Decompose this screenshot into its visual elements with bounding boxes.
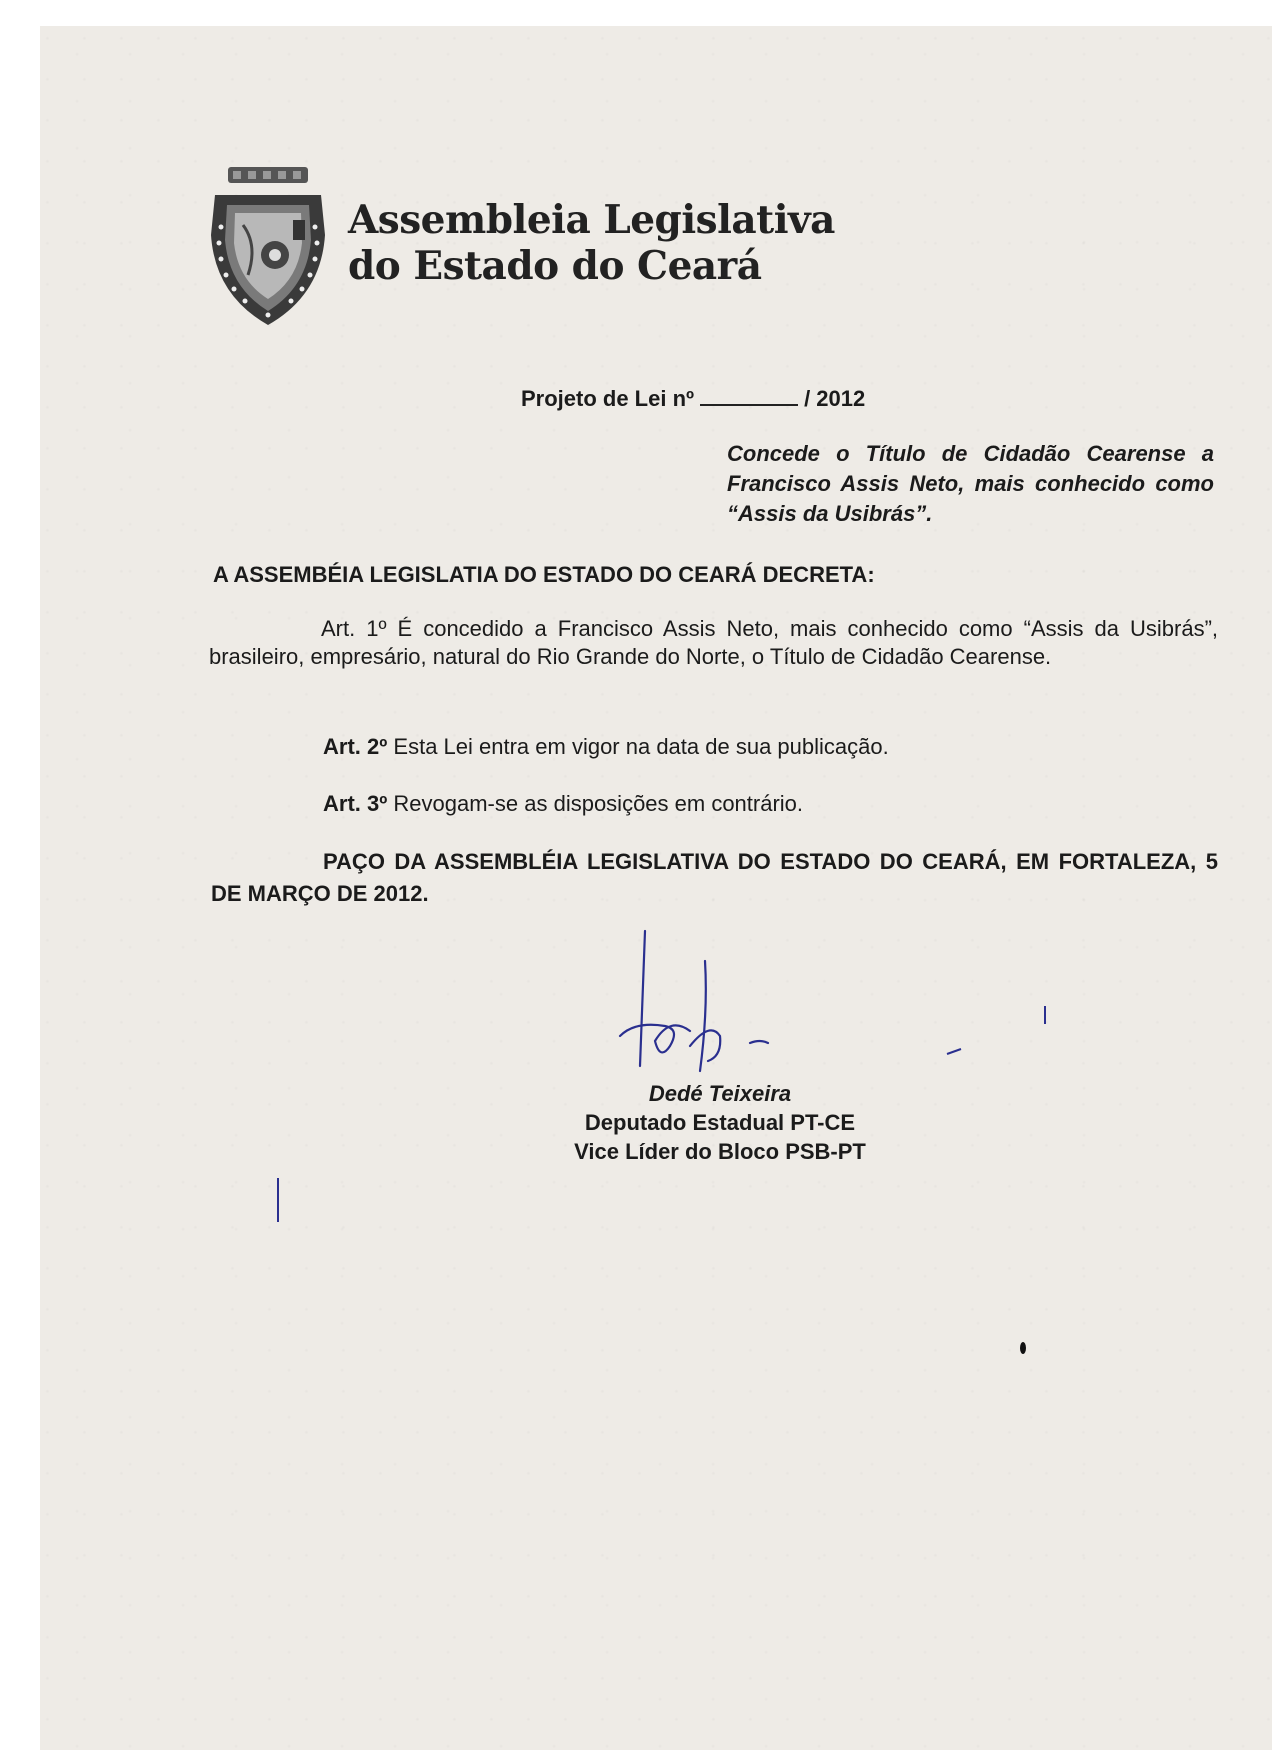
ink-dot <box>1019 1341 1027 1355</box>
article-3 <box>323 791 803 817</box>
pen-mark <box>945 1046 963 1056</box>
handwritten-signature <box>610 921 810 1091</box>
article-1 <box>209 615 1218 671</box>
project-number <box>521 386 865 412</box>
header-line-1: Assembleia Legislativa <box>348 197 835 243</box>
project-label: Projeto de Lei nº <box>521 386 695 411</box>
article-3-text: Revogam-se as disposições em contrário. <box>393 791 804 816</box>
project-year: / 2012 <box>804 386 866 411</box>
article-2-number: Art. 2º <box>323 734 388 759</box>
article-3-number: Art. 3º <box>323 791 388 816</box>
project-number-blank <box>700 386 798 406</box>
signatory-role: Deputado Estadual PT-CE <box>584 1110 856 1135</box>
institution-header <box>348 197 835 289</box>
article-1-number: Art. 1º <box>321 616 387 641</box>
ementa: Concede o Título de Cidadão Cearense a Francisco Assis Neto, mais conhecido como “Assis da Usibrás”. <box>727 441 1214 526</box>
enacting-clause: A ASSEMBÉIA LEGISLATIA DO ESTADO DO CEARÁ DECRETA: <box>213 562 875 587</box>
closing-statement: PAÇO DA ASSEMBLÉIA LEGISLATIVA DO ESTADO DO CEARÁ, EM FORTALEZA, 5 DE MARÇO DE 2012. <box>211 849 1218 906</box>
document-page <box>40 26 1272 1750</box>
signature-block <box>520 1079 920 1166</box>
pen-mark <box>275 1176 281 1224</box>
signatory-name: Dedé Teixeira <box>648 1081 792 1106</box>
header-line-2: do Estado do Ceará <box>348 243 762 289</box>
article-2 <box>323 734 889 760</box>
article-2-text: Esta Lei entra em vigor na data de sua publicação. <box>393 734 889 759</box>
state-coat-of-arms-icon <box>203 165 333 333</box>
pen-mark <box>1042 1004 1048 1026</box>
article-1-text: É concedido a Francisco Assis Neto, mais conhecido como “Assis da Usibrás”, brasileiro, empresário, natural do Rio Grande do Norte, o Título de Cidadão Cearense. <box>209 616 1219 669</box>
signatory-position: Vice Líder do Bloco PSB-PT <box>574 1139 866 1164</box>
